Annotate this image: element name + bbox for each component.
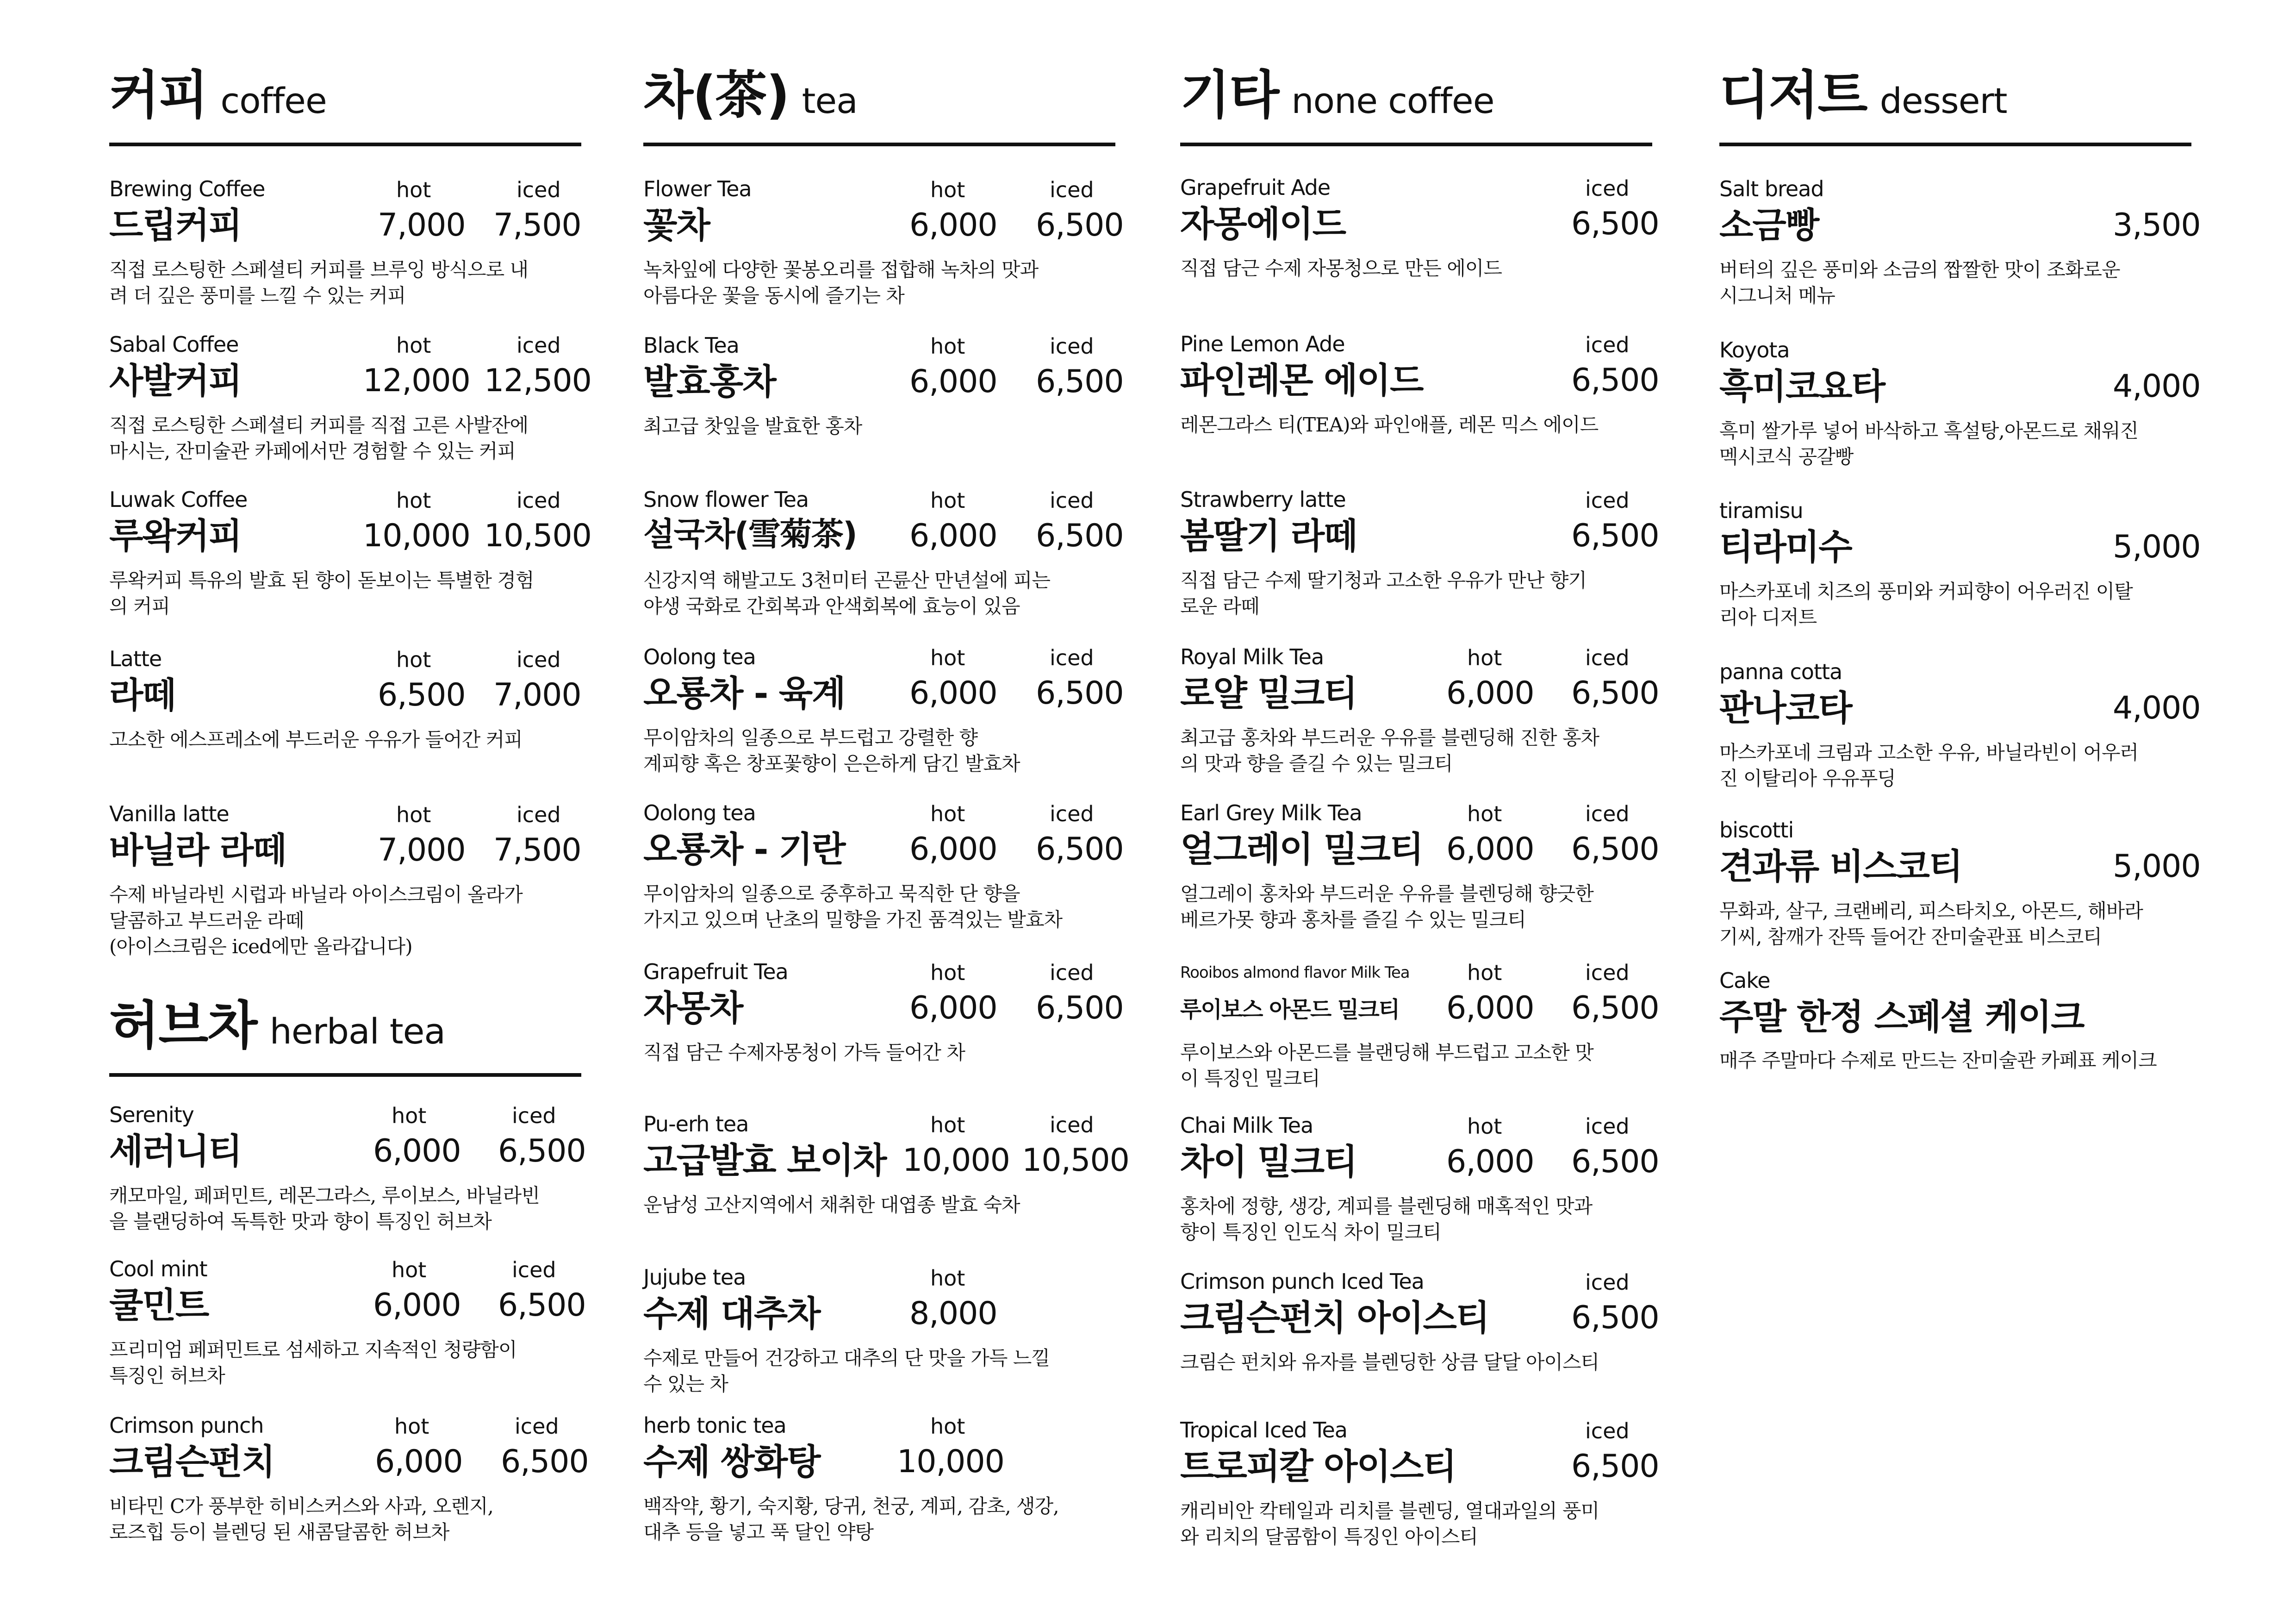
iced-label: iced: [1585, 801, 1630, 826]
iced-label: iced: [512, 1257, 556, 1282]
item-description: 크림슨 펀치와 유자를 블렌딩한 상큼 달달 아이스티: [1180, 1351, 1599, 1374]
iced-price: 6,500: [1571, 518, 1659, 554]
item-name-ko: 봄딸기 라떼: [1180, 515, 1357, 556]
item-description: 매주 주말마다 수제로 만드는 잔미술관 카페표 케이크: [1719, 1049, 2157, 1072]
iced-price: 6,500: [1571, 206, 1659, 242]
iced-label: iced: [512, 1103, 556, 1128]
hot-label: hot: [930, 1112, 965, 1137]
item-description: 루이보스와 아몬드를 블랜딩해 부드럽고 고소한 맛 이 특징인 밀크티: [1180, 1041, 1593, 1090]
item-name-en: Brewing Coffee: [109, 176, 265, 201]
item-name-ko: 자몽차: [643, 987, 743, 1029]
iced-label: iced: [1585, 176, 1630, 201]
item-name-ko: 트로피칼 아이스티: [1180, 1446, 1456, 1487]
item-description: 직접 로스팅한 스페셜티 커피를 브루잉 방식으로 내 려 더 깊은 풍미를 느낄 수 있는 커피: [109, 258, 529, 307]
item-name-ko: 꽃차: [643, 205, 709, 246]
item-name-en: panna cotta: [1719, 659, 1842, 684]
section-title-en: herbal tea: [269, 1011, 445, 1052]
section-title-en: dessert: [1879, 80, 2007, 121]
iced-price: 6,500: [501, 1443, 589, 1480]
iced-price: 10,500: [484, 518, 591, 554]
item-description: 최고급 홍차와 부드러운 우유를 블렌딩해 진한 홍차 의 맛과 향을 즐길 수 있는 밀크티: [1180, 726, 1599, 775]
item-name-ko: 견과류 비스코티: [1719, 846, 1962, 887]
item-description: 레몬그라스 티(TEA)와 파인애플, 레몬 믹스 에이드: [1180, 413, 1599, 436]
item-name-ko: 수제 대추차: [643, 1293, 820, 1334]
iced-label: iced: [1585, 1418, 1630, 1443]
section-title: [109, 996, 445, 1056]
hot-label: hot: [396, 177, 431, 202]
item-name-ko: 설국차(雪菊茶): [643, 515, 857, 553]
item-name-en: tiramisu: [1719, 498, 1803, 523]
hot-label: hot: [1467, 645, 1502, 670]
iced-label: iced: [516, 177, 561, 202]
hot-label: hot: [1467, 801, 1502, 826]
hot-price: 6,000: [909, 990, 997, 1026]
item-name-en: Pu-erh tea: [643, 1112, 749, 1137]
item-name-ko: 사발커피: [109, 360, 242, 401]
item-description: 캐모마일, 페퍼민트, 레몬그라스, 루이보스, 바닐라빈 을 블랜딩하여 독특한 맛과 향이 특징인 허브차: [109, 1184, 540, 1233]
hot-label: hot: [392, 1103, 427, 1128]
item-name-ko: 세러니티: [109, 1131, 242, 1172]
item-name-en: Latte: [109, 646, 162, 671]
hot-label: hot: [930, 488, 965, 513]
iced-price: 6,500: [1571, 831, 1659, 868]
item-description: 수제로 만들어 건강하고 대추의 단 맛을 가득 느낄 수 있는 차: [643, 1347, 1050, 1395]
item-name-ko: 티라미수: [1719, 526, 1852, 568]
iced-price: 6,500: [1571, 675, 1659, 712]
item-name-en: biscotti: [1719, 818, 1794, 843]
item-description: 무이암차의 일종으로 부드럽고 강렬한 향 계피향 혹은 창포꽃향이 은은하게 담긴 발효차: [643, 726, 1020, 775]
item-description: 수제 바닐라빈 시럽과 바닐라 아이스크림이 올라가 달콤하고 부드러운 라떼 (아이스크림은 iced에만 올라갑니다): [109, 883, 523, 958]
section-title: [1719, 65, 2007, 125]
item-name-en: Tropical Iced Tea: [1180, 1418, 1347, 1443]
iced-label: iced: [515, 1414, 559, 1439]
iced-price: 10,500: [1022, 1142, 1129, 1179]
item-name-ko: 얼그레이 밀크티: [1180, 829, 1423, 870]
iced-price: 7,000: [493, 677, 581, 713]
item-name-ko: 수제 쌍화탕: [643, 1441, 820, 1482]
item-name-en: Grapefruit Ade: [1180, 175, 1331, 200]
item-name-en: Earl Grey Milk Tea: [1180, 800, 1362, 825]
iced-price: 6,500: [1571, 990, 1659, 1026]
item-name-ko: 크림슨펀치 아이스티: [1180, 1297, 1489, 1338]
iced-price: 6,500: [1036, 675, 1124, 712]
section-title-ko: 커피: [109, 65, 208, 125]
iced-label: iced: [1585, 960, 1630, 985]
item-description: 마스카포네 치즈의 풍미와 커피향이 어우러진 이탈 리아 디저트: [1719, 580, 2133, 629]
item-name-en: Crimson punch Iced Tea: [1180, 1269, 1424, 1294]
hot-price: 6,000: [373, 1133, 461, 1169]
iced-label: iced: [1050, 960, 1094, 985]
hot-label: hot: [396, 647, 431, 672]
item-description: 캐리비안 칵테일과 리치를 블렌딩, 열대과일의 풍미 와 리치의 달콤함이 특징인 아이스티: [1180, 1499, 1599, 1548]
item-name-en: Serenity: [109, 1102, 194, 1127]
item-name-en: Pine Lemon Ade: [1180, 331, 1345, 356]
iced-label: iced: [1585, 488, 1630, 513]
item-name-en: Royal Milk Tea: [1180, 644, 1324, 669]
hot-label: hot: [394, 1414, 429, 1439]
iced-price: 6,500: [498, 1133, 586, 1169]
item-name-ko: 드립커피: [109, 205, 242, 246]
item-name-ko: 흑미코요타: [1719, 366, 1885, 407]
item-description: 녹차잎에 다양한 꽃봉오리를 접합해 녹차의 맛과 아름다운 꽃을 동시에 즐기는 차: [643, 258, 1039, 307]
hot-label: hot: [1467, 960, 1502, 985]
item-description: 신강지역 해발고도 3천미터 곤륜산 만년설에 피는 야생 국화로 간회복과 안색회복에 효능이 있음: [643, 569, 1050, 618]
item-name-en: Black Tea: [643, 333, 739, 358]
section-divider: [109, 143, 581, 146]
item-description: 흑미 쌀가루 넣어 바삭하고 흑설탕,아몬드로 채워진 멕시코식 공갈빵: [1719, 419, 2139, 468]
hot-label: hot: [396, 333, 431, 358]
item-name-en: Jujube tea: [643, 1265, 746, 1290]
item-name-en: Vanilla latte: [109, 801, 229, 826]
section-title-en: none coffee: [1291, 80, 1494, 121]
hot-label: hot: [930, 1266, 965, 1291]
item-name-en: Sabal Coffee: [109, 332, 239, 357]
section-title: [643, 65, 858, 125]
iced-price: 6,500: [1571, 1448, 1659, 1485]
hot-label: hot: [930, 334, 965, 359]
hot-price: 6,000: [1446, 990, 1534, 1026]
hot-price: 6,000: [909, 363, 997, 400]
hot-price: 10,000: [363, 518, 470, 554]
item-name-ko: 발효홍차: [643, 361, 776, 402]
item-description: 직접 담근 수제 딸기청과 고소한 우유가 만난 향기 로운 라떼: [1180, 569, 1587, 618]
section-title: [109, 65, 327, 125]
item-name-en: Cool mint: [109, 1256, 207, 1281]
hot-price: 6,000: [1446, 675, 1534, 712]
item-description: 백작약, 황기, 숙지황, 당귀, 천궁, 계피, 감초, 생강, 대추 등을 넣고 푹 달인 약탕: [643, 1495, 1059, 1543]
iced-label: iced: [1585, 645, 1630, 670]
item-description: 얼그레이 홍차와 부드러운 우유를 블렌딩해 향긋한 베르가못 향과 홍차를 즐길 수 있는 밀크티: [1180, 882, 1593, 931]
iced-price: 6,500: [1036, 207, 1124, 244]
iced-label: iced: [1585, 1270, 1630, 1295]
iced-price: 6,500: [498, 1287, 586, 1324]
hot-label: hot: [1467, 1114, 1502, 1139]
section-divider: [109, 1073, 581, 1077]
item-name-ko: 고급발효 보이차: [643, 1140, 886, 1181]
hot-price: 6,000: [909, 831, 997, 868]
item-description: 프리미엄 페퍼민트로 섬세하고 지속적인 청량함이 특징인 허브차: [109, 1338, 517, 1387]
iced-price: 6,500: [1036, 363, 1124, 400]
item-price: 4,000: [2113, 368, 2201, 405]
item-name-ko: 오룡차 - 기란: [643, 829, 845, 870]
item-description: 무이암차의 일종으로 중후하고 묵직한 단 향을 가지고 있으며 난초의 밀향을 가진 품격있는 발효차: [643, 882, 1063, 931]
iced-label: iced: [1050, 177, 1094, 202]
iced-price: 6,500: [1571, 1299, 1659, 1336]
hot-label: hot: [930, 1414, 965, 1439]
iced-label: iced: [516, 333, 561, 358]
item-name-en: Cake: [1719, 968, 1770, 993]
hot-price: 6,000: [1446, 1143, 1534, 1180]
iced-label: iced: [1585, 332, 1630, 357]
hot-price: 6,000: [909, 675, 997, 712]
hot-label: hot: [396, 488, 431, 513]
item-price: 5,000: [2113, 529, 2201, 565]
section-title-ko: 허브차: [109, 996, 257, 1056]
iced-label: iced: [516, 488, 561, 513]
section-title-ko: 차(茶): [643, 65, 789, 125]
item-description: 직접 담근 수제 자몽청으로 만든 에이드: [1180, 257, 1502, 280]
hot-label: hot: [396, 802, 431, 827]
iced-label: iced: [1585, 1114, 1630, 1139]
hot-price: 6,000: [909, 518, 997, 554]
item-description: 무화과, 살구, 크랜베리, 피스타치오, 아몬드, 해바라 기씨, 참깨가 잔뜩 들어간 잔미술관표 비스코티: [1719, 899, 2143, 948]
iced-price: 12,500: [484, 362, 591, 399]
item-name-ko: 로얄 밀크티: [1180, 673, 1357, 714]
item-name-en: Strawberry latte: [1180, 487, 1346, 512]
item-name-en: Rooibos almond flavor Milk Tea: [1180, 963, 1410, 982]
item-name-en: Grapefruit Tea: [643, 959, 788, 984]
hot-price: 12,000: [363, 362, 470, 399]
hot-label: hot: [930, 801, 965, 826]
hot-price: 6,500: [378, 677, 466, 713]
item-description: 루왁커피 특유의 발효 된 향이 돋보이는 특별한 경험 의 커피: [109, 569, 534, 618]
item-name-ko: 자몽에이드: [1180, 203, 1346, 244]
iced-label: iced: [1050, 488, 1094, 513]
hot-price: 7,000: [378, 207, 466, 244]
section-title-ko: 기타: [1180, 65, 1279, 125]
item-name-ko: 크림슨펀치: [109, 1441, 275, 1482]
item-name-ko: 오룡차 - 육계: [643, 673, 845, 714]
item-description: 고소한 에스프레소에 부드러운 우유가 들어간 커피: [109, 728, 523, 751]
item-name-en: Salt bread: [1719, 176, 1824, 201]
section-title-en: tea: [802, 80, 858, 121]
hot-price: 7,000: [378, 832, 466, 868]
item-name-en: Koyota: [1719, 337, 1790, 362]
item-price: 3,500: [2113, 207, 2201, 244]
item-name-ko: 주말 한정 스페셜 케이크: [1719, 996, 2084, 1037]
hot-price: 6,000: [909, 207, 997, 244]
item-description: 최고급 찻잎을 발효한 홍차: [643, 415, 862, 437]
iced-label: iced: [1050, 801, 1094, 826]
item-name-en: Oolong tea: [643, 800, 756, 825]
item-name-ko: 파인레몬 에이드: [1180, 360, 1423, 401]
item-name-ko: 바닐라 라떼: [109, 830, 286, 871]
section-title-en: coffee: [220, 80, 327, 121]
iced-price: 7,500: [493, 832, 581, 868]
item-name-ko: 라떼: [109, 675, 175, 716]
item-name-ko: 루이보스 아몬드 밀크티: [1180, 997, 1400, 1023]
iced-price: 6,500: [1571, 1143, 1659, 1180]
iced-price: 6,500: [1036, 990, 1124, 1026]
item-name-en: Chai Milk Tea: [1180, 1113, 1313, 1138]
hot-label: hot: [392, 1257, 427, 1282]
iced-label: iced: [516, 647, 561, 672]
item-name-ko: 소금빵: [1719, 205, 1819, 246]
hot-price: 10,000: [902, 1142, 1010, 1179]
hot-price: 10,000: [897, 1443, 1004, 1480]
item-name-ko: 판나코타: [1719, 687, 1852, 729]
item-price: 4,000: [2113, 690, 2201, 726]
iced-price: 6,500: [1036, 518, 1124, 554]
item-name-en: Crimson punch: [109, 1413, 264, 1438]
hot-label: hot: [930, 177, 965, 202]
section-divider: [643, 143, 1115, 146]
hot-price: 8,000: [909, 1295, 997, 1332]
item-description: 버터의 깊은 풍미와 소금의 짭짤한 맛이 조화로운 시그니처 메뉴: [1719, 258, 2120, 307]
section-divider: [1180, 143, 1652, 146]
section-title-ko: 디저트: [1719, 65, 1867, 125]
item-description: 비타민 C가 풍부한 히비스커스와 사과, 오렌지, 로즈힙 등이 블렌딩 된 새콤달콤한 허브차: [109, 1495, 493, 1543]
item-name-en: herb tonic tea: [643, 1413, 786, 1438]
item-name-ko: 쿨민트: [109, 1285, 209, 1326]
item-price: 5,000: [2113, 848, 2201, 885]
item-name-en: Flower Tea: [643, 176, 752, 201]
hot-price: 6,000: [375, 1443, 463, 1480]
iced-label: iced: [1050, 645, 1094, 670]
iced-price: 7,500: [493, 207, 581, 244]
hot-price: 6,000: [1446, 831, 1534, 868]
iced-price: 6,500: [1571, 362, 1659, 399]
iced-label: iced: [1050, 334, 1094, 359]
hot-label: hot: [930, 960, 965, 985]
item-description: 홍차에 정향, 생강, 계피를 블렌딩해 매혹적인 맛과 향이 특징인 인도식 차이 밀크티: [1180, 1195, 1593, 1243]
item-description: 직접 로스팅한 스페셜티 커피를 직접 고른 사발잔에 마시는, 잔미술관 카페에서만 경험할 수 있는 커피: [109, 414, 529, 462]
item-name-en: Snow flower Tea: [643, 487, 809, 512]
item-name-ko: 차이 밀크티: [1180, 1141, 1357, 1182]
item-name-en: Oolong tea: [643, 644, 756, 669]
hot-label: hot: [930, 645, 965, 670]
hot-price: 6,000: [373, 1287, 461, 1324]
iced-price: 6,500: [1036, 831, 1124, 868]
iced-label: iced: [516, 802, 561, 827]
section-divider: [1719, 143, 2191, 146]
item-name-en: Luwak Coffee: [109, 487, 248, 512]
item-description: 마스카포네 크림과 고소한 우유, 바닐라빈이 어우러 진 이탈리아 우유푸딩: [1719, 741, 2139, 790]
item-name-ko: 루왁커피: [109, 515, 242, 556]
item-description: 운남성 고산지역에서 채취한 대엽종 발효 숙차: [643, 1193, 1020, 1216]
iced-label: iced: [1050, 1112, 1094, 1137]
item-description: 직접 담근 수제자몽청이 가득 들어간 차: [643, 1041, 965, 1064]
section-title: [1180, 65, 1494, 125]
